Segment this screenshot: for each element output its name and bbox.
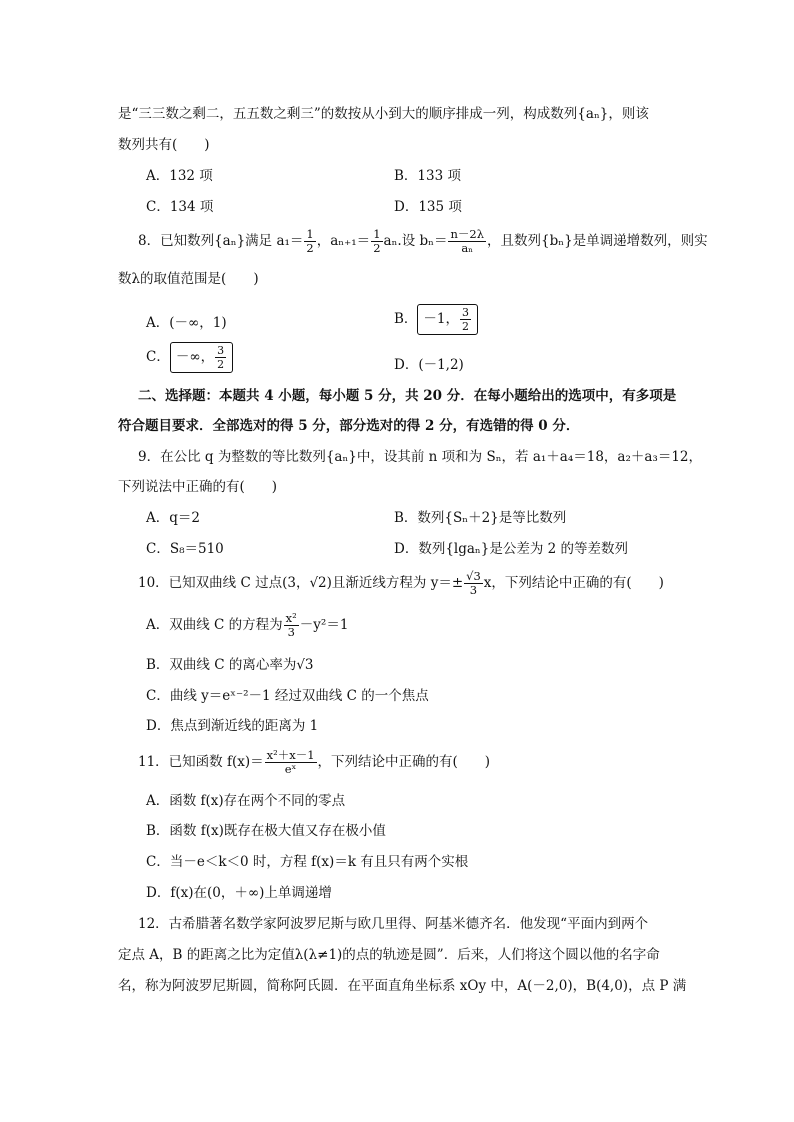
q8-line-1 xyxy=(138,228,708,255)
q11-function-fraction: $\frac{\text{x²＋x－1}}{\text{eˣ}}$ xyxy=(266,748,315,776)
q10-option-a: A．双曲线 C 的方程为 $\frac{\text{x²}}{3}$ －y²＝1 xyxy=(146,611,349,639)
q12-line-1: 12．古希腊著名数学家阿波罗尼斯与欧几里得、阿基米德齐名．他发现“平面内到两个 xyxy=(138,916,649,932)
q7-option-d: D．135 项 xyxy=(394,199,462,215)
q8-line-2: 数λ的取值范围是( ) xyxy=(118,271,259,287)
section-2-heading-line-1: 二、选择题：本题共 4 小题，每小题 5 分，共 20 分．在每小题给出的选项中，有多项是 xyxy=(138,388,677,404)
q8-option-c-interval: －∞， $\frac{3}{2}$ xyxy=(170,342,233,373)
q12-line-2: 定点 A，B 的距离之比为定值λ(λ≠1)的点的轨迹是圆”．后来，人们将这个圆以他的名字命 xyxy=(118,947,660,963)
q9-line-1: 9．在公比 q 为整数的等比数列{aₙ}中，设其前 n 项和为 Sₙ，若 a₁＋a₄＝18，a₂＋a₃＝12， xyxy=(138,449,703,465)
q10-option-a-fraction: $\frac{\text{x²}}{3}$ xyxy=(285,611,297,639)
q11-option-d: D．f(x)在(0，＋∞)上单调递增 xyxy=(146,885,332,901)
q8-option-a: A．(－∞，1) xyxy=(146,315,227,331)
q7-line-1: 是“三三数之剩二，五五数之剩三”的数按从小到大的顺序排成一列，构成数列{aₙ}，则该 xyxy=(118,106,649,122)
q10-option-c: C．曲线 y＝eˣ⁻²－1 经过双曲线 C 的一个焦点 xyxy=(146,688,429,704)
q8-text-1: 8．已知数列{aₙ}满足 a₁＝ xyxy=(138,233,304,249)
q10-asymptote-fraction: $\frac{√3}{3}$ xyxy=(466,569,481,597)
q8-fraction-3: $\frac{n-2\lambda}{\text{aₙ}}$ xyxy=(450,227,484,255)
q9-option-d: D．数列{lgaₙ}是公差为 2 的等差数列 xyxy=(394,541,629,557)
q7-option-a: A．132 项 xyxy=(146,168,213,184)
q11-option-b: B．函数 f(x)既存在极大值又存在极小值 xyxy=(146,823,386,839)
q8-option-b-interval: －1， $\frac{3}{2}$ xyxy=(417,304,478,335)
q8-option-b: B． －1， $\frac{3}{2}$ xyxy=(394,304,478,335)
q12-line-3: 名，称为阿波罗尼斯圆，简称阿氏圆．在平面直角坐标系 xOy 中，A(－2,0)，B(4,0)，点 P 满 xyxy=(118,978,687,994)
q11-option-a: A．函数 f(x)存在两个不同的零点 xyxy=(146,793,346,809)
q9-option-b: B．数列{Sₙ＋2}是等比数列 xyxy=(394,510,567,526)
q8-fraction-1: $\frac{1}{2}$ xyxy=(306,227,314,255)
q11-option-c: C．当－e＜k＜0 时，方程 f(x)＝k 有且只有两个实根 xyxy=(146,854,469,870)
q8-text-4: ，且数列{bₙ}是单调递增数列，则实 xyxy=(487,233,708,249)
q8-option-c: C． －∞， $\frac{3}{2}$ xyxy=(146,342,233,373)
q11-line-1: 11．已知函数 f(x)＝ $\frac{\text{x²＋x－1}}{\text{eˣ}}$ ，下列结论中正确的有( ) xyxy=(138,748,491,776)
q9-option-a: A．q＝2 xyxy=(146,510,200,526)
q7-option-c: C．134 项 xyxy=(146,199,214,215)
q7-line-2: 数列共有( ) xyxy=(118,137,210,153)
q8-text-2: ，aₙ₊₁＝ xyxy=(316,233,371,249)
q10-option-d: D．焦点到渐近线的距离为 1 xyxy=(146,718,319,734)
q8-text-3: aₙ.设 bₙ＝ xyxy=(383,233,448,249)
section-2-heading-line-2: 符合题目要求．全部选对的得 5 分，部分选对的得 2 分，有选错的得 0 分． xyxy=(118,418,580,434)
q7-option-b: B．133 项 xyxy=(394,168,461,184)
q10-option-b: B．双曲线 C 的离心率为√3 xyxy=(146,657,314,673)
q9-option-c: C．S₈＝510 xyxy=(146,541,224,557)
q8-option-d: D．(－1,2) xyxy=(394,357,464,373)
q9-line-2: 下列说法中正确的有( ) xyxy=(118,479,278,495)
q10-line-1: 10．已知双曲线 C 过点(3，√2)且渐近线方程为 y＝± $\frac{√3}{3}$ x，下列结论中正确的有( ) xyxy=(138,569,664,597)
q8-fraction-2: $\frac{1}{2}$ xyxy=(373,227,381,255)
